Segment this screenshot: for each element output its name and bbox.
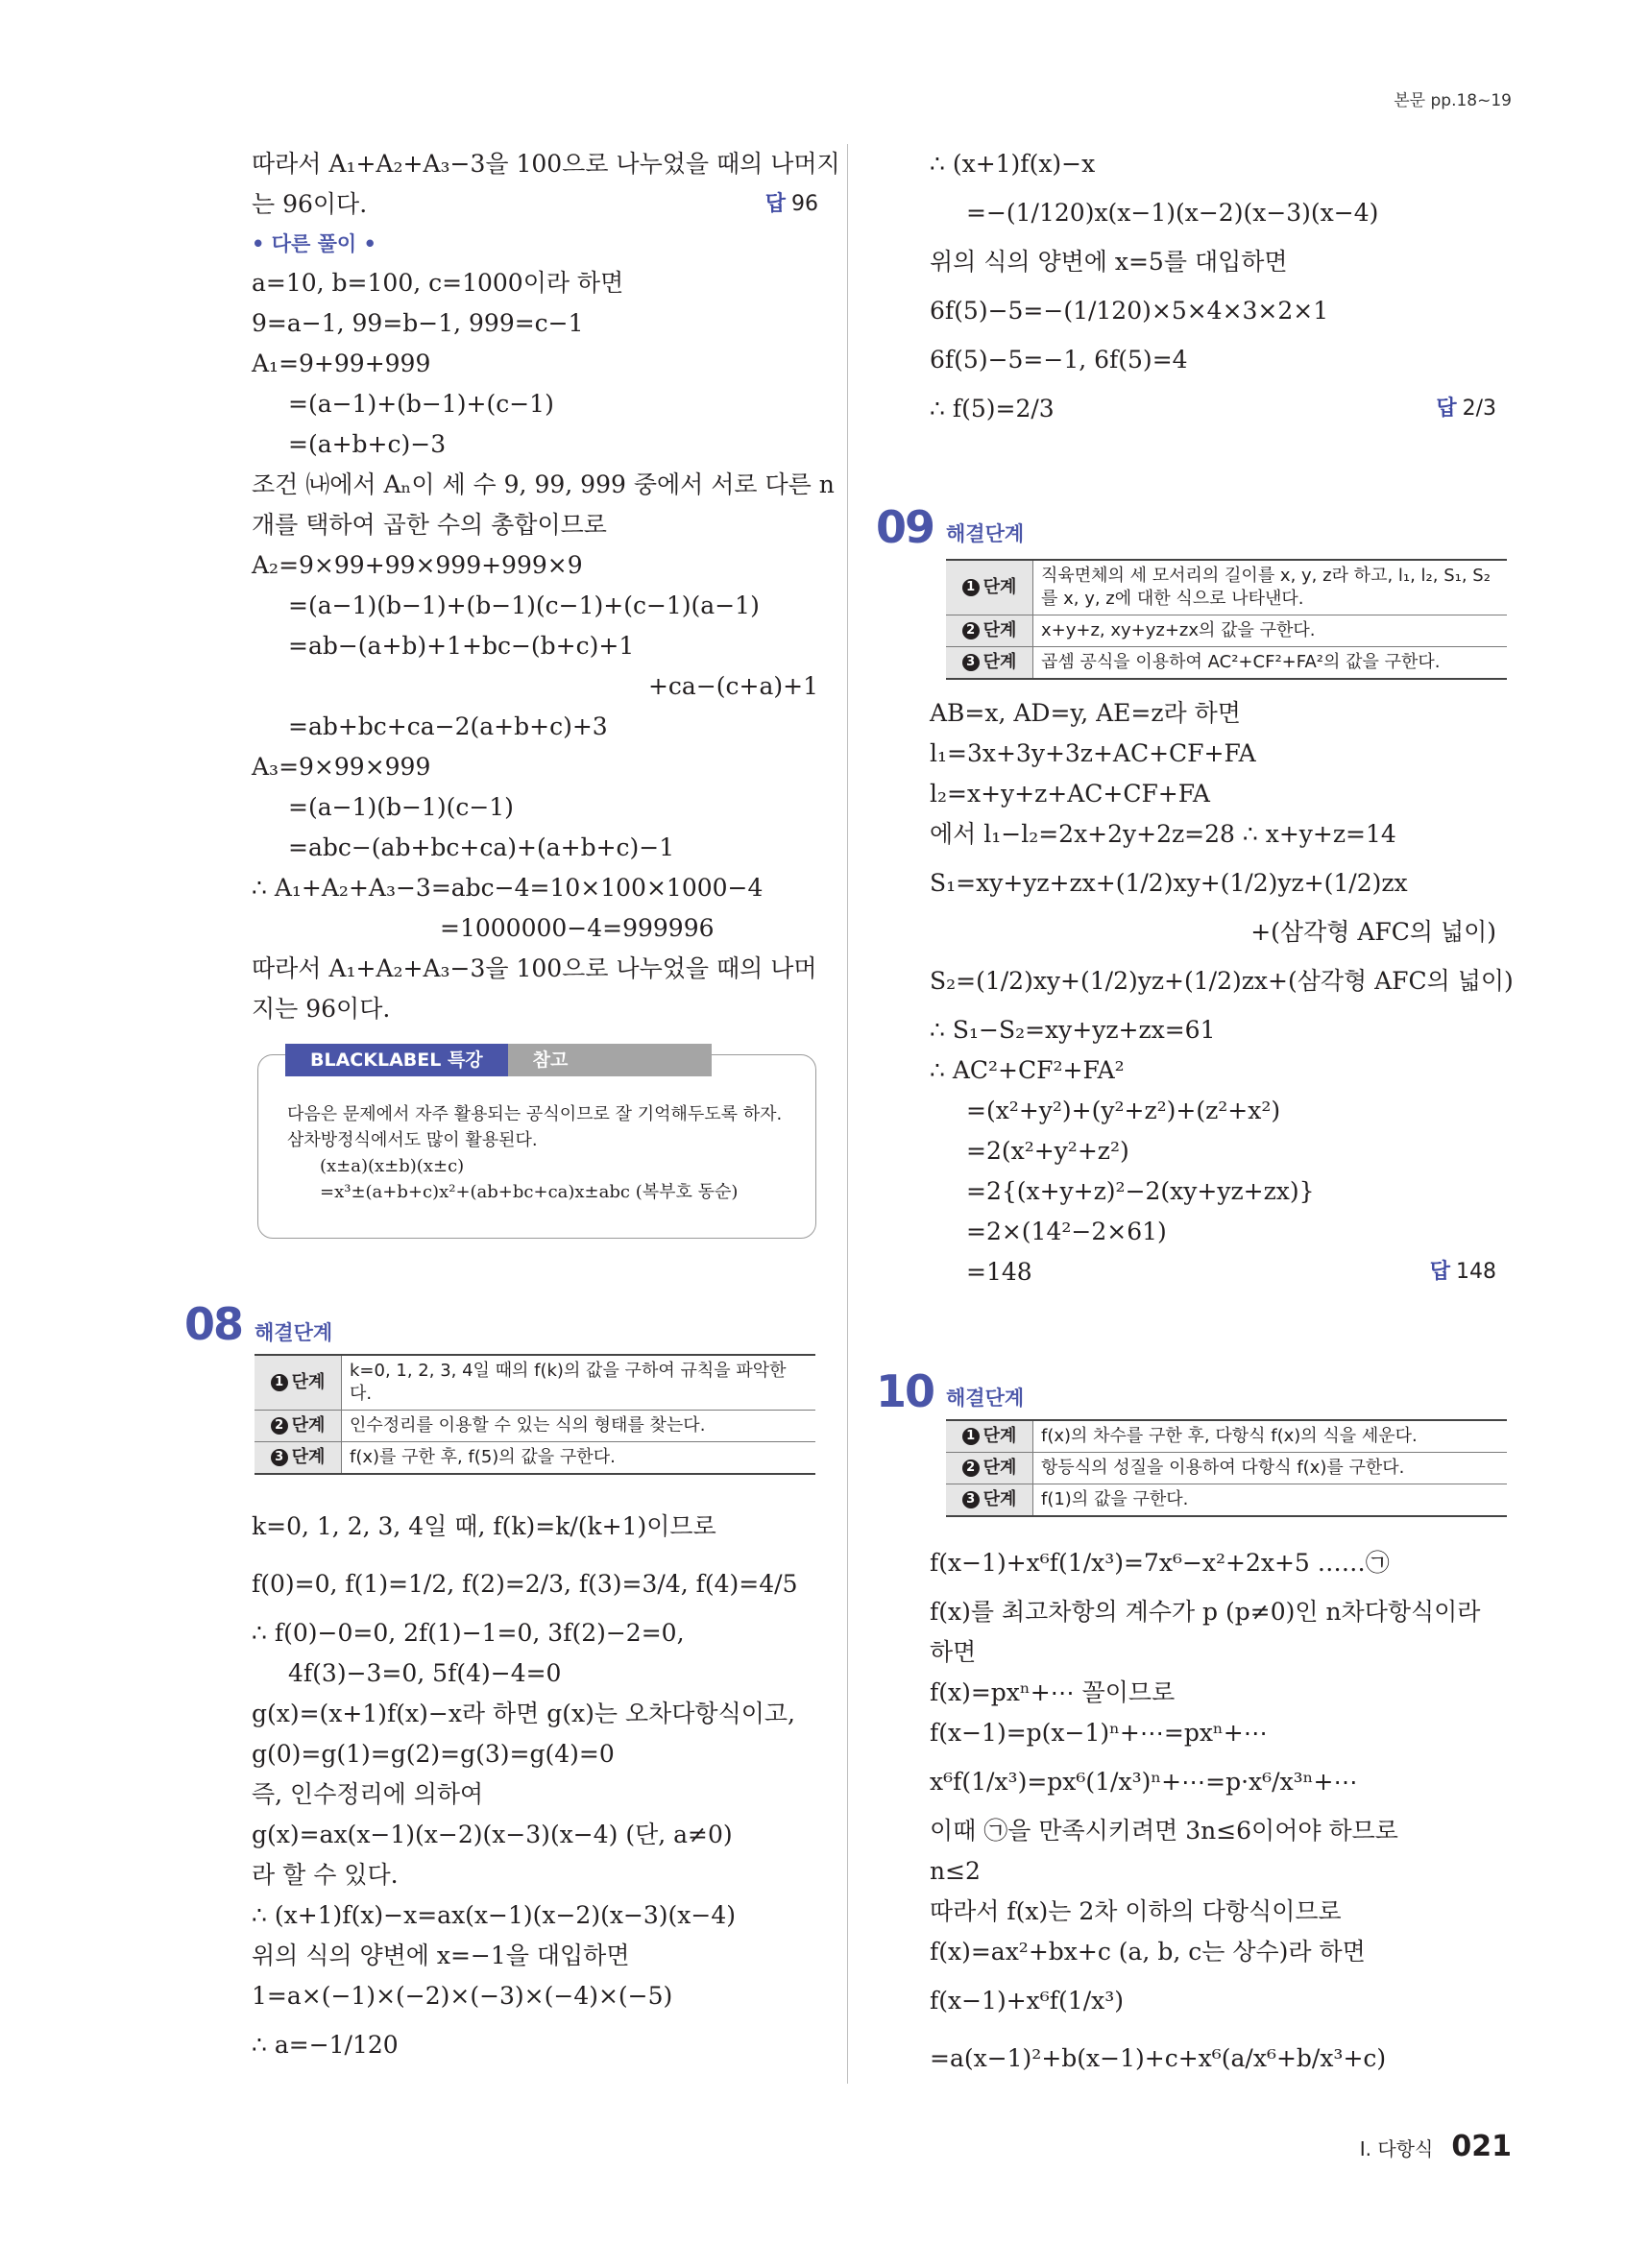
step-label	[946, 1453, 1033, 1484]
math-line	[930, 380, 1496, 438]
page-reference: 본문 pp.18~19	[1394, 91, 1512, 110]
answer-value: 2/3	[1462, 397, 1496, 421]
blacklabel-text: 다음은 문제에서 자주 활용되는 공식이므로 잘 기억해두도록 하자.	[287, 1104, 783, 1124]
answer	[1436, 380, 1496, 438]
math-line: n≤2	[930, 1857, 981, 1885]
text-line: 라 할 수 있다.	[252, 1861, 399, 1889]
math-line: ∴ A₁+A₂+A₃−3=abc−4=10×100×1000−4	[252, 874, 764, 902]
step-label-text: 단계	[291, 1415, 326, 1436]
math-line: k=0, 1, 2, 3, 4일 때, f(k)=k/(k+1)이므로	[252, 1512, 716, 1540]
step-label-text: 단계	[291, 1372, 326, 1392]
math-line: =−(1/120)x(x−1)(x−2)(x−3)(x−4)	[966, 199, 1379, 227]
page-number: 021	[1451, 2130, 1512, 2163]
math-line: A₂=9×99+99×999+999×9	[252, 551, 583, 579]
steps-table-10	[946, 1419, 1507, 1517]
math-line: =(x²+y²)+(y²+z²)+(z²+x²)	[966, 1097, 1281, 1124]
math-line: AB=x, AD=y, AE=z라 하면	[930, 699, 1241, 727]
text-line: 즉, 인수정리에 의하여	[252, 1780, 484, 1808]
math-line: g(0)=g(1)=g(2)=g(3)=g(4)=0	[252, 1740, 615, 1768]
step-label	[255, 1411, 342, 1442]
text-line: 이때 ㉠을 만족시키려면 3n≤6이어야 하므로	[930, 1817, 1398, 1845]
step-label-text: 단계	[982, 577, 1017, 597]
math-line: l₁=3x+3y+3z+AC+CF+FA	[930, 739, 1256, 767]
step-number: 3	[271, 1449, 288, 1466]
column-divider	[847, 144, 848, 2084]
step-text: k=0, 1, 2, 3, 4일 때의 f(k)의 값을 구하여 규칙을 파악한다.	[342, 1355, 816, 1411]
math-line: a=10, b=100, c=1000이라 하면	[252, 269, 624, 297]
math-line: l₂=x+y+z+AC+CF+FA	[930, 780, 1210, 808]
text-line-content: 는 96이다.	[252, 190, 368, 218]
math-line: 9=a−1, 99=b−1, 999=c−1	[252, 309, 584, 337]
text-line: 위의 식의 양변에 x=5를 대입하면	[930, 248, 1288, 276]
text-line: 위의 식의 양변에 x=−1을 대입하면	[252, 1942, 630, 1969]
text-line: 지는 96이다.	[252, 995, 391, 1023]
math-line: g(x)=ax(x−1)(x−2)(x−3)(x−4) (단, a≠0)	[252, 1821, 733, 1848]
math-line: A₃=9×99×999	[252, 753, 431, 781]
step-row	[255, 1442, 815, 1475]
blacklabel-tab	[285, 1044, 712, 1076]
math-line: =2{(x+y+z)²−2(xy+yz+zx)}	[966, 1177, 1315, 1205]
step-label-text: 단계	[982, 1458, 1017, 1478]
solution-08	[252, 1498, 818, 2074]
math-line: ∴ AC²+CF²+FA²	[930, 1056, 1125, 1084]
blacklabel-formula: (x±a)(x±b)(x±c)	[320, 1156, 465, 1176]
answer-value: 148	[1456, 1260, 1496, 1284]
math-line: 에서 l₁−l₂=2x+2y+2z=28 ∴ x+y+z=14	[930, 820, 1396, 848]
step-label	[946, 1484, 1033, 1517]
section-number: 10	[876, 1365, 934, 1417]
math-line: 6f(5)−5=−1, 6f(5)=4	[930, 346, 1188, 374]
answer-value: 96	[791, 192, 818, 216]
step-row	[946, 1420, 1507, 1453]
math-line: f(x)=pxⁿ+⋯ 꼴이므로	[930, 1678, 1176, 1706]
step-text: f(x)를 구한 후, f(5)의 값을 구한다.	[342, 1442, 816, 1475]
math-line: f(x)=ax²+bx+c (a, b, c는 상수)라 하면	[930, 1938, 1366, 1966]
step-number: 1	[271, 1374, 288, 1391]
step-label-text: 단계	[291, 1447, 326, 1467]
step-label-text: 단계	[982, 652, 1017, 672]
left-column	[252, 144, 840, 1029]
step-label	[255, 1442, 342, 1475]
math-line: ∴ (x+1)f(x)−x=ax(x−1)(x−2)(x−3)(x−4)	[252, 1901, 737, 1929]
math-line: =ab−(a+b)+1+bc−(b+c)+1	[288, 632, 635, 660]
other-solution-heading: • 다른 풀이 •	[252, 232, 376, 255]
step-label	[255, 1355, 342, 1411]
step-number: 3	[962, 1491, 980, 1508]
math-line: 6f(5)−5=−(1/120)×5×4×3×2×1	[930, 297, 1329, 325]
math-line: =(a−1)+(b−1)+(c−1)	[288, 390, 554, 418]
step-label	[946, 1420, 1033, 1453]
step-row	[946, 615, 1507, 647]
math-line: f(x−1)+x⁶f(1/x³)=7x⁶−x²+2x+5 ……㉠	[930, 1549, 1390, 1577]
step-row	[946, 1453, 1507, 1484]
math-line: A₁=9+99+999	[252, 350, 431, 377]
step-label	[946, 647, 1033, 680]
answer-label: 답	[1429, 1260, 1450, 1284]
section-title: 해결단계	[255, 1321, 333, 1344]
text-line	[252, 184, 818, 225]
math-line: ∴ f(0)−0=0, 2f(1)−1=0, 3f(2)−2=0,	[252, 1619, 685, 1647]
solution-10	[930, 1534, 1496, 2087]
math-line: =ab+bc+ca−2(a+b+c)+3	[288, 712, 608, 740]
math-line: =(a−1)(b−1)(c−1)	[288, 793, 514, 821]
math-line: =2×(14²−2×61)	[966, 1218, 1167, 1245]
blacklabel-note: 참고	[508, 1044, 713, 1076]
math-line: x⁶f(1/x³)=px⁶(1/x³)ⁿ+⋯=p·x⁶/x³ⁿ+⋯	[930, 1768, 1358, 1796]
text-line: 따라서 A₁+A₂+A₃−3을 100으로 나누었을 때의 나머지	[252, 150, 840, 178]
step-row	[255, 1355, 815, 1411]
right-column	[930, 144, 1496, 438]
math-line: ∴ S₁−S₂=xy+yz+zx=61	[930, 1016, 1216, 1044]
steps-table-08	[255, 1354, 815, 1475]
math-line: f(0)=0, f(1)=1/2, f(2)=2/3, f(3)=3/4, f(4)=4/5	[252, 1570, 798, 1598]
math-line: =2(x²+y²+z²)	[966, 1137, 1129, 1165]
step-number: 2	[962, 622, 980, 639]
step-row	[946, 1484, 1507, 1517]
step-label-text: 단계	[982, 1489, 1017, 1509]
section-title: 해결단계	[946, 1387, 1025, 1410]
step-number: 3	[962, 654, 980, 671]
math-line: =(a+b+c)−3	[288, 430, 447, 458]
solution-09	[930, 693, 1514, 1292]
text-line: 따라서 A₁+A₂+A₃−3을 100으로 나누었을 때의 나머	[252, 954, 817, 982]
answer-label: 답	[1436, 397, 1457, 421]
math-line: +(삼각형 AFC의 넓이)	[1250, 918, 1496, 946]
text-line: 조건 ㈏에서 Aₙ이 세 수 9, 99, 999 중에서 서로 다른 n	[252, 470, 835, 498]
math-line: =1000000−4=999996	[440, 914, 715, 942]
math-line: =abc−(ab+bc+ca)+(a+b+c)−1	[288, 833, 675, 861]
math-line-content: =148	[966, 1258, 1032, 1286]
step-number: 1	[962, 1428, 980, 1445]
math-line: =(a−1)(b−1)+(b−1)(c−1)+(c−1)(a−1)	[288, 591, 760, 619]
step-row	[255, 1411, 815, 1442]
math-line: +ca−(c+a)+1	[647, 672, 818, 700]
step-text: 항등식의 성질을 이용하여 다항식 f(x)를 구한다.	[1033, 1453, 1508, 1484]
text-line: f(x)를 최고차항의 계수가 p (p≠0)인 n차다항식이라	[930, 1598, 1481, 1626]
answer-label: 답	[764, 192, 786, 216]
step-number: 1	[962, 579, 980, 596]
math-line: S₂=(1/2)xy+(1/2)yz+(1/2)zx+(삼각형 AFC의 넓이)	[930, 967, 1514, 995]
step-text: 곱셈 공식을 이용하여 AC²+CF²+FA²의 값을 구한다.	[1033, 647, 1508, 680]
chapter-label: Ⅰ. 다항식	[1359, 2137, 1434, 2160]
math-line: ∴ (x+1)f(x)−x	[930, 150, 1096, 178]
step-number: 2	[271, 1417, 288, 1435]
step-text: f(x)의 차수를 구한 후, 다항식 f(x)의 식을 세운다.	[1033, 1420, 1508, 1453]
step-label	[946, 560, 1033, 615]
math-line: f(x−1)+x⁶f(1/x³)	[930, 1987, 1124, 2015]
step-number: 2	[962, 1460, 980, 1477]
step-text: 직육면체의 세 모서리의 길이를 x, y, z라 하고, l₁, l₂, S₁, S₂를 x, y, z에 대한 식으로 나타낸다.	[1033, 560, 1508, 615]
step-row	[946, 647, 1507, 680]
blacklabel-text: 삼차방정식에서도 많이 활용된다.	[287, 1130, 538, 1150]
blacklabel-body	[287, 1101, 782, 1205]
step-text: x+y+z, xy+yz+zx의 값을 구한다.	[1033, 615, 1508, 647]
step-label-text: 단계	[982, 620, 1017, 640]
blacklabel-formula: =x³±(a+b+c)x²+(ab+bc+ca)x±abc (복부호 동순)	[320, 1182, 739, 1202]
math-line	[930, 1252, 1496, 1292]
text-line: 하면	[930, 1638, 977, 1666]
math-line: =a(x−1)²+b(x−1)+c+x⁶(a/x⁶+b/x³+c)	[930, 2044, 1387, 2072]
math-line: ∴ a=−1/120	[252, 2031, 399, 2059]
math-line-content: ∴ f(5)=2/3	[930, 395, 1055, 422]
text-line: 개를 택하여 곱한 수의 총합이므로	[252, 511, 607, 539]
step-row	[946, 560, 1507, 615]
math-line: S₁=xy+yz+zx+(1/2)xy+(1/2)yz+(1/2)zx	[930, 869, 1408, 897]
steps-table-09	[946, 559, 1507, 680]
step-text: 인수정리를 이용할 수 있는 식의 형태를 찾는다.	[342, 1411, 816, 1442]
math-line: f(x−1)=p(x−1)ⁿ+⋯=pxⁿ+⋯	[930, 1719, 1268, 1747]
answer	[765, 184, 818, 225]
math-line: 1=a×(−1)×(−2)×(−3)×(−4)×(−5)	[252, 1982, 673, 2010]
page-footer	[1360, 2130, 1512, 2163]
step-text: f(1)의 값을 구한다.	[1033, 1484, 1508, 1517]
answer	[1430, 1252, 1496, 1292]
section-number: 09	[876, 501, 934, 553]
math-line: 4f(3)−3=0, 5f(4)−4=0	[288, 1659, 562, 1687]
section-number: 08	[184, 1298, 243, 1350]
text-line: 따라서 f(x)는 2차 이하의 다항식이므로	[930, 1897, 1342, 1925]
section-title: 해결단계	[946, 522, 1025, 545]
math-line: g(x)=(x+1)f(x)−x라 하면 g(x)는 오차다항식이고,	[252, 1700, 795, 1727]
blacklabel-box	[257, 1050, 816, 1239]
step-label-text: 단계	[982, 1426, 1017, 1446]
step-label	[946, 615, 1033, 647]
blacklabel-title: BLACKLABEL 특강	[285, 1044, 508, 1076]
